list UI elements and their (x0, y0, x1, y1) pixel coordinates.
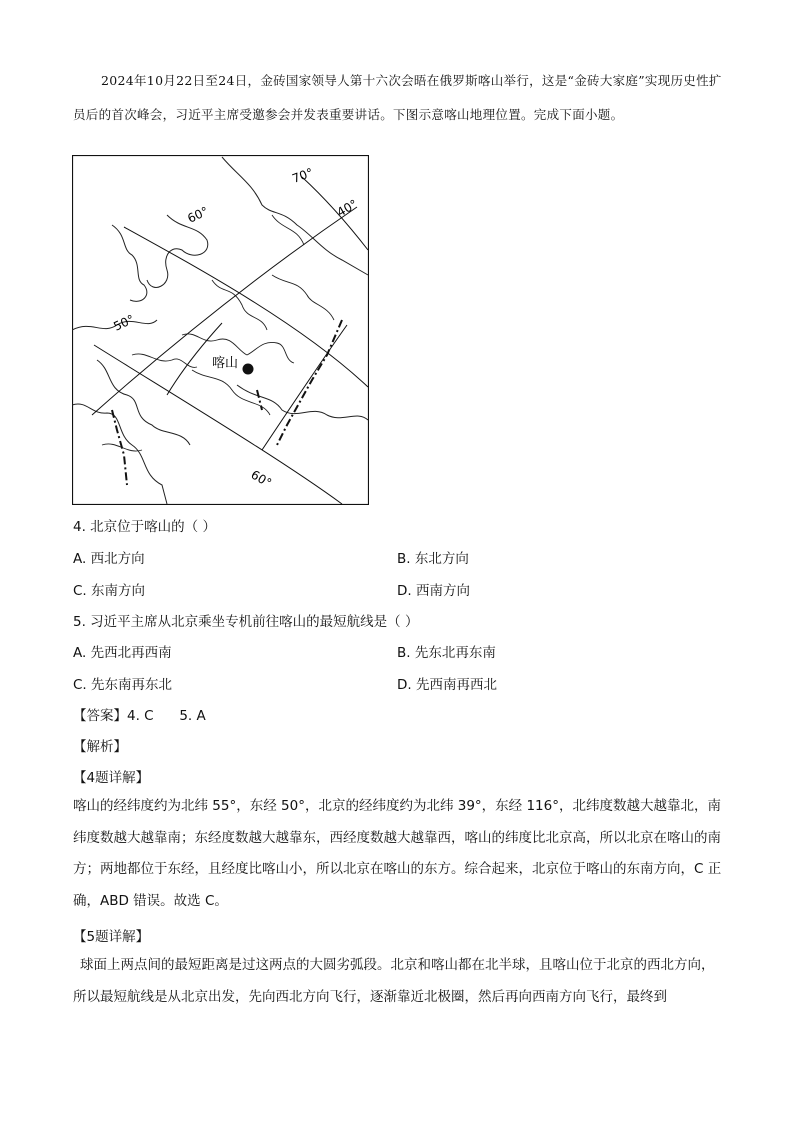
q5-option-c[interactable]: C. 先东南再东北 (73, 677, 173, 693)
q5-option-a[interactable]: A. 先西北再西南 (73, 645, 172, 661)
answer-line (73, 704, 206, 724)
q5-option-d[interactable]: D. 先西南再西北 (397, 677, 497, 693)
kazan-marker (243, 364, 254, 375)
question-4-stem: 4. 北京位于喀山的（ ） (73, 519, 216, 535)
kazan-location-map (72, 155, 369, 505)
kazan-label: 喀山 (212, 356, 239, 371)
question-5-stem: 5. 习近平主席从北京乘坐专机前往喀山的最短航线是（ ） (73, 614, 419, 630)
q4-option-c[interactable]: C. 东南方向 (73, 583, 146, 599)
q4-detail-text: 喀山的经纬度约为北纬 55°，东经 50°，北京的经纬度约为北纬 39°，东经 116°，北纬度数越大越靠北，南纬度数越大越靠南；东经度数越大越靠东，西经度数越大越靠西，喀山的纬度比北京高，所以北京在喀山的南方；两地都位于东经，且经度比喀山小，所以北京在喀山的东方。综合起来，北京位于喀山的东南方向，C 正确，ABD 错误。故选 C。 (73, 798, 722, 909)
label-70: 70° (290, 165, 316, 186)
q4-option-a[interactable]: A. 西北方向 (73, 551, 145, 567)
answer-text: 4. C 5. A (127, 708, 206, 724)
q4-option-d[interactable]: D. 西南方向 (397, 583, 470, 599)
label-60-bottom: 60° (248, 467, 274, 491)
answer-label: 【答案】 (73, 708, 127, 724)
label-60-top: 60° (185, 204, 211, 226)
q4-option-b[interactable]: B. 东北方向 (397, 551, 469, 567)
q5-detail-label: 【5题详解】 (73, 929, 150, 945)
q5-detail-text: 球面上两点间的最短距离是过这两点的大圆劣弧段。北京和喀山都在北半球，且喀山位于北京的西北方向，所以最短航线是从北京出发，先向西北方向飞行，逐渐靠近北极圈，然后再向西南方向飞行，最终到 (73, 957, 715, 1005)
analysis-label: 【解析】 (73, 739, 127, 755)
label-40: 40° (334, 196, 360, 220)
label-50: 50° (111, 312, 137, 334)
q4-detail-label: 【4题详解】 (73, 770, 150, 786)
intro-paragraph: 2024年10月22日至24日，金砖国家领导人第十六次会晤在俄罗斯喀山举行，这是“金砖大家庭”实现历史性扩员后的首次峰会，习近平主席受邀参会并发表重要讲话。下图示意喀山地理位置。完成下面小题。 (73, 73, 722, 122)
q5-option-b[interactable]: B. 先东北再东南 (397, 645, 496, 661)
